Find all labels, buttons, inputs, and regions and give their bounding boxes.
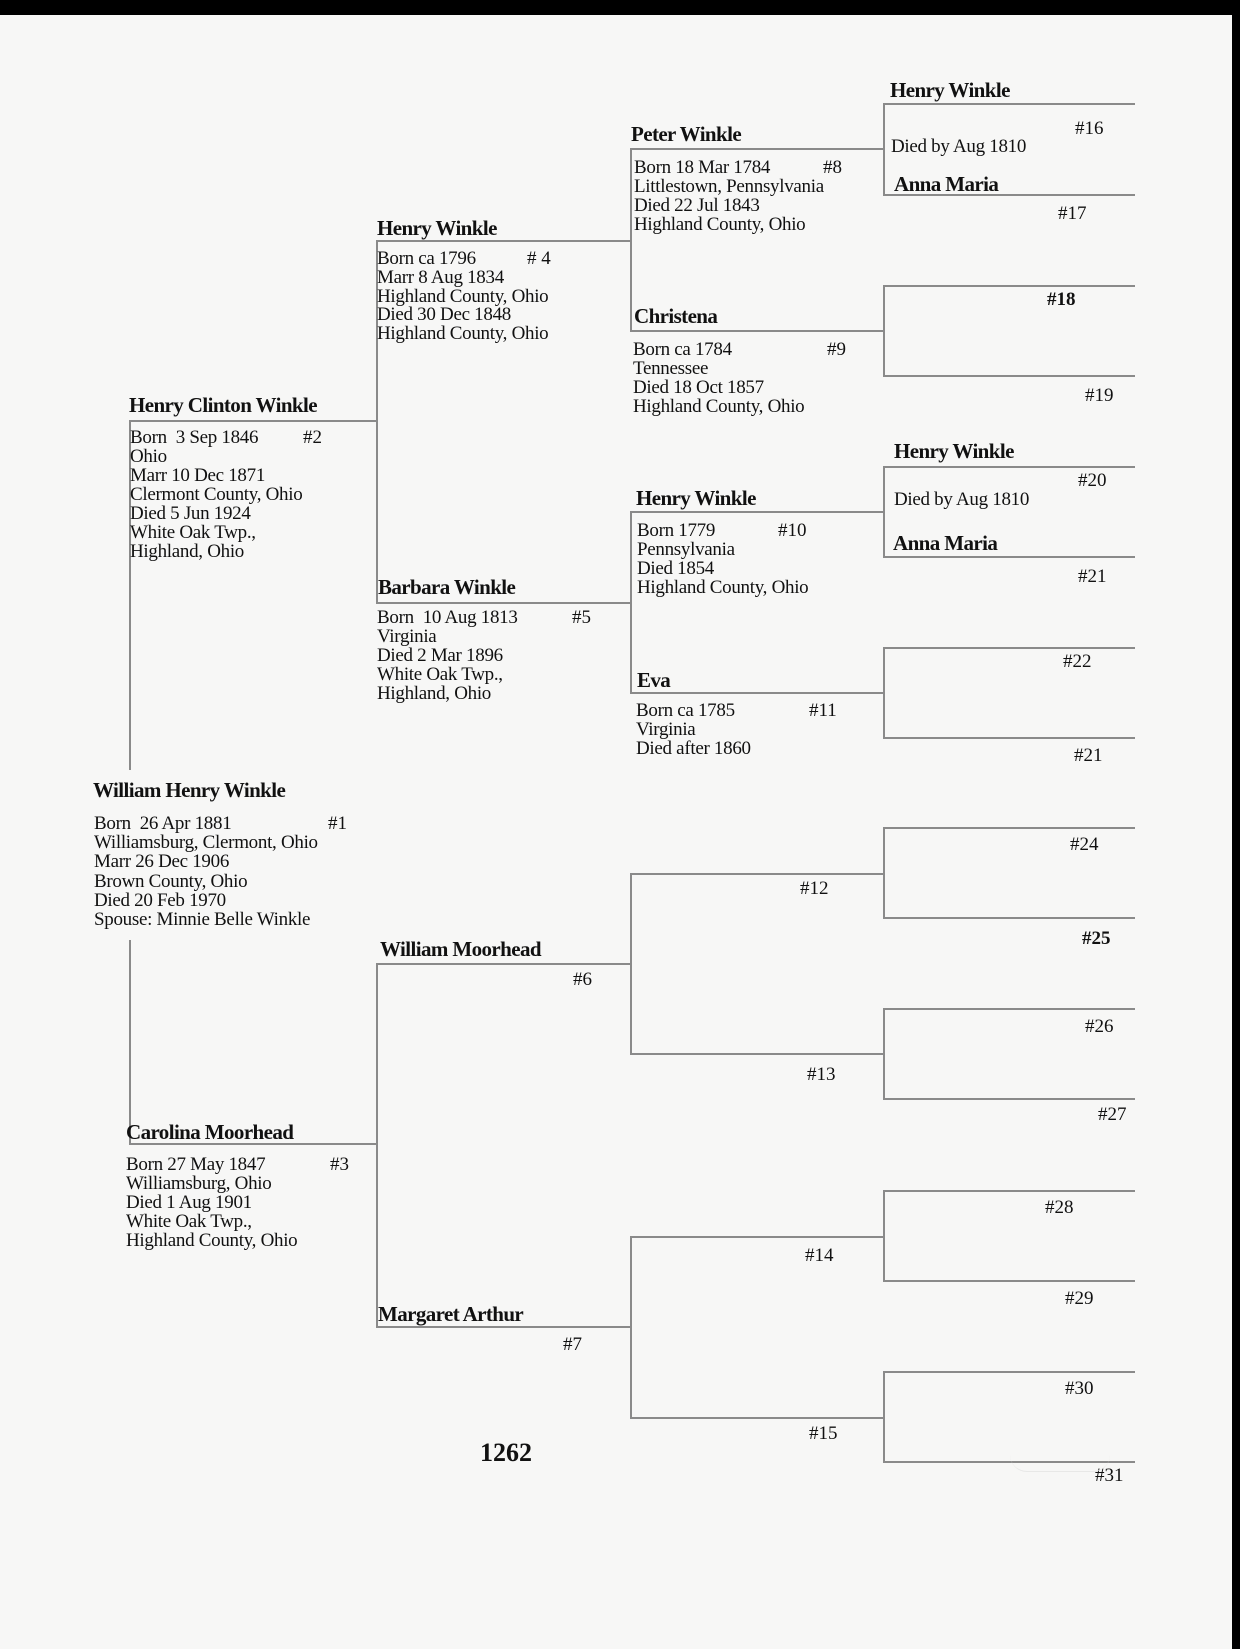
- person-24-number: #24: [1070, 834, 1099, 855]
- person-detail: Died 22 Jul 1843: [634, 195, 760, 216]
- person-detail: Died 1 Aug 1901: [126, 1192, 252, 1213]
- person-detail: Highland County, Ohio: [126, 1230, 298, 1251]
- connector-line: [883, 1371, 885, 1461]
- page-number: 1262: [480, 1438, 532, 1467]
- person-name: Henry Winkle: [636, 486, 756, 510]
- connector-line: [129, 420, 376, 422]
- person-detail: Marr 10 Dec 1871: [130, 465, 266, 486]
- connector-line: [883, 1008, 885, 1098]
- person-detail: Pennsylvania: [637, 539, 735, 560]
- person-name: William Moorhead: [380, 937, 541, 961]
- scan-border-top: [0, 0, 1240, 15]
- person-detail: Williamsburg, Clermont, Ohio: [94, 832, 318, 853]
- person-name: Margaret Arthur: [378, 1302, 524, 1326]
- person-23-number: #21: [1074, 745, 1103, 766]
- person-detail: Born ca 1796: [377, 248, 476, 269]
- person-detail: Marr 26 Dec 1906: [94, 851, 230, 872]
- connector-line: [883, 1190, 885, 1280]
- person-detail: Born 1779: [637, 520, 716, 541]
- person-detail: Williamsburg, Ohio: [126, 1173, 272, 1194]
- person-28-number: #28: [1045, 1197, 1074, 1218]
- person-detail: Died by Aug 1810: [891, 136, 1027, 157]
- connector-line: [883, 103, 885, 194]
- connector-line: [883, 285, 1135, 287]
- person-27-number: #27: [1098, 1104, 1127, 1125]
- person-detail: White Oak Twp.,: [126, 1211, 252, 1232]
- connector-line: [376, 602, 630, 604]
- person-detail: Highland County, Ohio: [637, 577, 809, 598]
- person-19-number: #19: [1085, 385, 1114, 406]
- person-number: #8: [823, 157, 842, 178]
- connector-line: [376, 963, 378, 1326]
- person-29-number: #29: [1065, 1288, 1094, 1309]
- scan-smudge: [1010, 1455, 1110, 1472]
- connector-line: [883, 1280, 1135, 1282]
- connector-line: [376, 963, 630, 965]
- person-number: #20: [1078, 470, 1107, 491]
- person-detail: Died 2 Mar 1896: [377, 645, 503, 666]
- person-number: #9: [827, 339, 846, 360]
- person-detail: Born 27 May 1847: [126, 1154, 266, 1175]
- connector-line: [883, 285, 885, 375]
- person-name: Carolina Moorhead: [126, 1120, 294, 1144]
- person-name: Christena: [634, 304, 718, 328]
- person-detail: Highland, Ohio: [130, 541, 245, 562]
- connector-line: [630, 330, 883, 332]
- person-detail: Clermont County, Ohio: [130, 484, 303, 505]
- connector-line: [883, 917, 1135, 919]
- person-18-number: #18: [1047, 289, 1076, 310]
- connector-line: [883, 375, 1135, 377]
- person-name: Eva: [637, 668, 671, 692]
- person-number: #17: [1058, 203, 1087, 224]
- person-detail: Died 5 Jun 1924: [130, 503, 251, 524]
- person-detail: Highland County, Ohio: [634, 214, 806, 235]
- person-number: #1: [328, 813, 347, 834]
- person-detail: Littlestown, Pennsylvania: [634, 176, 824, 197]
- person-detail: Marr 8 Aug 1834: [377, 267, 504, 288]
- person-detail: Ohio: [130, 446, 167, 467]
- person-detail: Died 18 Oct 1857: [633, 377, 764, 398]
- connector-line: [883, 647, 885, 737]
- connector-line: [630, 1053, 883, 1055]
- person-detail: Virginia: [377, 626, 437, 647]
- person-detail: Died by Aug 1810: [894, 489, 1030, 510]
- person-detail: Born 26 Apr 1881: [94, 813, 232, 834]
- connector-line: [376, 240, 630, 242]
- person-25-number: #25: [1082, 928, 1111, 949]
- person-number: #2: [303, 427, 322, 448]
- person-15-number: #15: [809, 1423, 838, 1444]
- person-detail: Highland County, Ohio: [377, 286, 549, 307]
- person-name: William Henry Winkle: [93, 778, 286, 802]
- connector-line: [630, 1236, 632, 1417]
- connector-line: [883, 737, 1135, 739]
- connector-line: [883, 827, 885, 917]
- connector-line: [630, 1236, 883, 1238]
- connector-line: [129, 940, 131, 1143]
- person-detail: Died after 1860: [636, 738, 751, 759]
- person-detail: Born ca 1784: [633, 339, 732, 360]
- person-detail: Brown County, Ohio: [94, 871, 248, 892]
- connector-line: [630, 873, 632, 1053]
- connector-line: [883, 556, 1135, 558]
- connector-line: [883, 1008, 1135, 1010]
- person-detail: Born ca 1785: [636, 700, 735, 721]
- person-name: Barbara Winkle: [378, 575, 516, 599]
- person-number: #6: [573, 969, 592, 990]
- person-number: #10: [778, 520, 807, 541]
- connector-line: [883, 1098, 1135, 1100]
- person-detail: Virginia: [636, 719, 696, 740]
- connector-line: [883, 103, 1135, 105]
- connector-line: [883, 466, 1135, 468]
- person-13-number: #13: [807, 1064, 836, 1085]
- person-detail: Born 10 Aug 1813: [377, 607, 518, 628]
- person-detail: Died 30 Dec 1848: [377, 304, 511, 325]
- person-14-number: #14: [805, 1245, 834, 1266]
- person-name: Anna Maria: [894, 172, 999, 196]
- connector-line: [630, 873, 883, 875]
- person-detail: Born 3 Sep 1846: [130, 427, 259, 448]
- person-detail: Tennessee: [633, 358, 709, 379]
- person-detail: Spouse: Minnie Belle Winkle: [94, 909, 311, 930]
- person-detail: Died 20 Feb 1970: [94, 890, 226, 911]
- connector-line: [376, 1326, 630, 1328]
- person-name: Anna Maria: [893, 531, 998, 555]
- person-number: #21: [1078, 566, 1107, 587]
- connector-line: [630, 692, 883, 694]
- connector-line: [883, 827, 1135, 829]
- person-detail: Highland County, Ohio: [633, 396, 805, 417]
- connector-line: [630, 148, 632, 330]
- connector-line: [630, 511, 632, 692]
- person-detail: Died 1854: [637, 558, 714, 579]
- person-22-number: #22: [1063, 651, 1092, 672]
- connector-line: [883, 1190, 1135, 1192]
- person-26-number: #26: [1085, 1016, 1114, 1037]
- person-name: Henry Winkle: [377, 216, 497, 240]
- connector-line: [630, 1417, 883, 1419]
- person-30-number: #30: [1065, 1378, 1094, 1399]
- person-31-number: #31: [1095, 1465, 1124, 1486]
- person-name: Henry Winkle: [894, 439, 1014, 463]
- person-number: #5: [572, 607, 591, 628]
- person-number: #3: [330, 1154, 349, 1175]
- person-name: Peter Winkle: [631, 122, 742, 146]
- person-detail: Highland, Ohio: [377, 683, 492, 704]
- connector-line: [883, 1371, 1135, 1373]
- connector-line: [883, 466, 885, 556]
- person-name: Henry Clinton Winkle: [129, 393, 317, 417]
- person-detail: White Oak Twp.,: [130, 522, 256, 543]
- connector-line: [630, 511, 883, 513]
- person-detail: Born 18 Mar 1784: [634, 157, 771, 178]
- person-name: Henry Winkle: [890, 78, 1010, 102]
- connector-line: [630, 148, 883, 150]
- scan-border-right: [1232, 0, 1240, 1649]
- person-number: # 4: [527, 248, 551, 269]
- person-detail: White Oak Twp.,: [377, 664, 503, 685]
- person-detail: Highland County, Ohio: [377, 323, 549, 344]
- person-number: #11: [809, 700, 837, 721]
- person-12-number: #12: [800, 878, 829, 899]
- person-number: #16: [1075, 118, 1104, 139]
- connector-line: [883, 647, 1135, 649]
- person-number: #7: [563, 1334, 582, 1355]
